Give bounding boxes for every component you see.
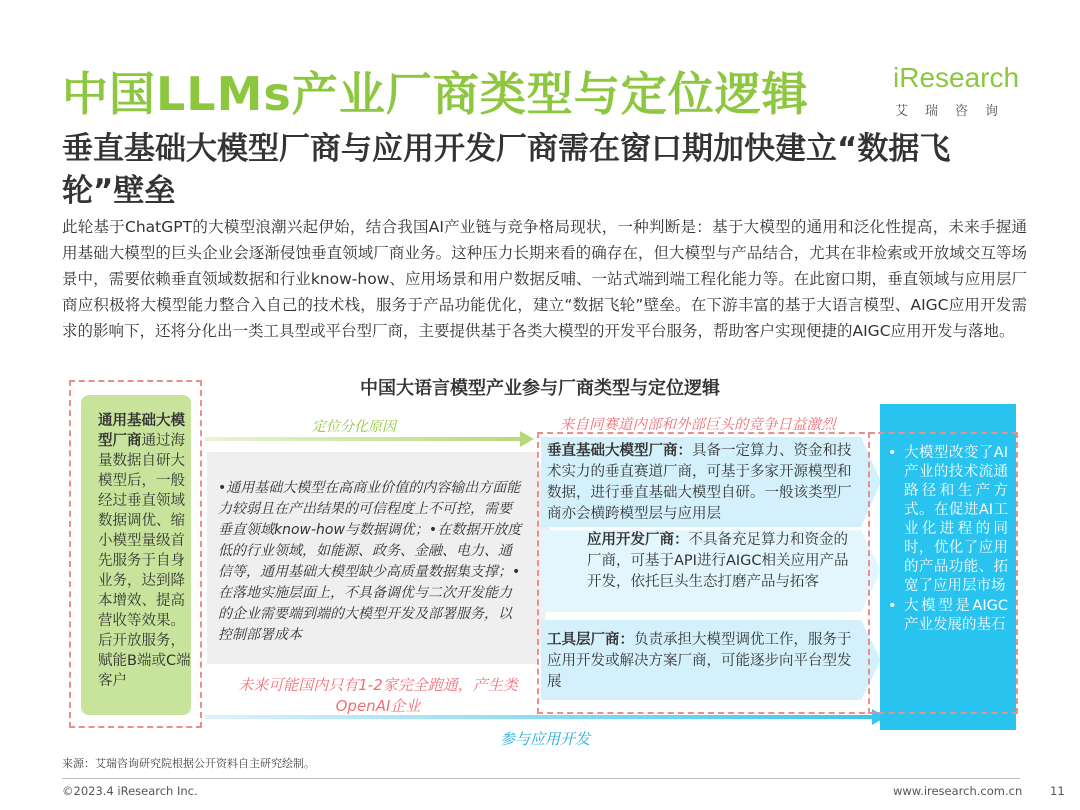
- competition-label: 来自同赛道内部和外部巨头的竞争日益激烈: [560, 417, 836, 433]
- page-subtitle: 垂直基础大模型厂商与应用开发厂商需在窗口期加快建立“数据飞轮”壁垒: [62, 131, 951, 209]
- page-title: 中国LLMs产业厂商类型与定位逻辑: [62, 67, 809, 121]
- tier-desc: 负责承担大模型调优工作，服务于应用开发或解决方案厂商，可能逐步向平台型发展: [547, 632, 852, 690]
- positioning-arrow: [205, 437, 523, 441]
- logo-text: iResearch: [893, 62, 1020, 93]
- future-prediction-label: 未来可能国内只有1-2家完全跑通，产生类OpenAI企业: [238, 676, 518, 715]
- general-model-vendor-box: [81, 395, 191, 715]
- logo-subtext: 艾瑞咨询: [895, 104, 1016, 119]
- intro-paragraph: 此轮基于ChatGPT的大模型浪潮兴起伊始，结合我国AI产业链与竞争格局现状，一种判断是：基于大模型的通用和泛化性提高，未来手握通用基础大模型的巨头企业会逐渐侵蚀垂直领域厂商业务。这种压力长期来看的确存在，但大模型与产品结合，尤其在非检索或开放域交互等场景中，需要依赖垂直领域数据和行业know-how、应用场景和用户数据反哺、一站式端到端工程化能力等。在此窗口期，垂直领域与应用层厂商应积极将大模型能力整合入自己的技术栈，服务于产品功能优化，建立“数据飞轮”壁垒。在下游丰富的基于大语言模型、AIGC应用开发需求的影响下，还将分化出一类工具型或平台型厂商，主要提供基于各类大模型的开发平台服务，帮助客户实现便捷的AIGC应用开发与落地。: [62, 218, 1027, 340]
- impact-list: [888, 444, 1008, 636]
- app-dev-arrow-label: 参与应用开发: [500, 730, 591, 748]
- reasons-text: •通用基础大模型在高商业价值的内容输出方面能力较弱且在产出结果的可信程度上不可控，需要垂直领域know-how与数据调优；•在数据开放度低的行业领域，如能源、政务、金融、电力、通信等，通用基础大模型缺少高质量数据集支撑；•在落地实施层面上，不具备调优与二次开发能力的企业需要端到端的大模型开发及部署服务，以控制部署成本: [218, 480, 522, 643]
- impact-item: • 大模型是AIGC产业发展的基石: [888, 597, 1008, 635]
- diagram-title: 中国大语言模型产业参与厂商类型与定位逻辑: [360, 378, 720, 399]
- website-link[interactable]: www.iresearch.com.cn: [893, 784, 1023, 798]
- tier-desc: 不具备充足算力和资金的厂商，可基于API进行AIGC相关应用产品开发，依托巨头生态打磨产品与拓客: [587, 532, 849, 590]
- positioning-arrow-label: 定位分化原因: [312, 419, 396, 435]
- source-note: 来源：艾瑞咨询研究院根据公开资料自主研究绘制。: [62, 757, 315, 770]
- footer-divider: [62, 778, 1020, 779]
- general-model-vendor-body: 通过海量数据自研大模型后，一般经过垂直领域数据调优、缩小模型量级首先服务于自身业务，达到降本增效、提高营收等效果。后开放服务，赋能B端或C端客户: [98, 433, 191, 689]
- tier-desc: 具备一定算力、资金和技术实力的垂直赛道厂商，可基于多家开源模型和数据，进行垂直基础大模型自研。一般该类型厂商亦会横跨模型层与应用层: [547, 443, 852, 522]
- general-model-vendor-heading: 通用基础大模型厂商: [98, 413, 185, 449]
- tier-name: 工具层厂商：: [547, 632, 634, 648]
- positioning-arrow-head: [520, 431, 534, 447]
- page-number: 11: [1050, 784, 1065, 798]
- tiers-dashed-frame: [537, 432, 885, 714]
- impact-item: • 大模型改变了AI产业的技术流通路径和生产方式。在促进AI工业化进程的同时，优化了应用的产品功能、拓宽了应用层市场: [888, 444, 1008, 596]
- iresearch-logo: [893, 62, 1023, 122]
- tier-name: 应用开发厂商：: [587, 532, 689, 548]
- copyright: ©2023.4 iResearch Inc.: [62, 784, 198, 798]
- tier-name: 垂直基础大模型厂商：: [547, 443, 692, 459]
